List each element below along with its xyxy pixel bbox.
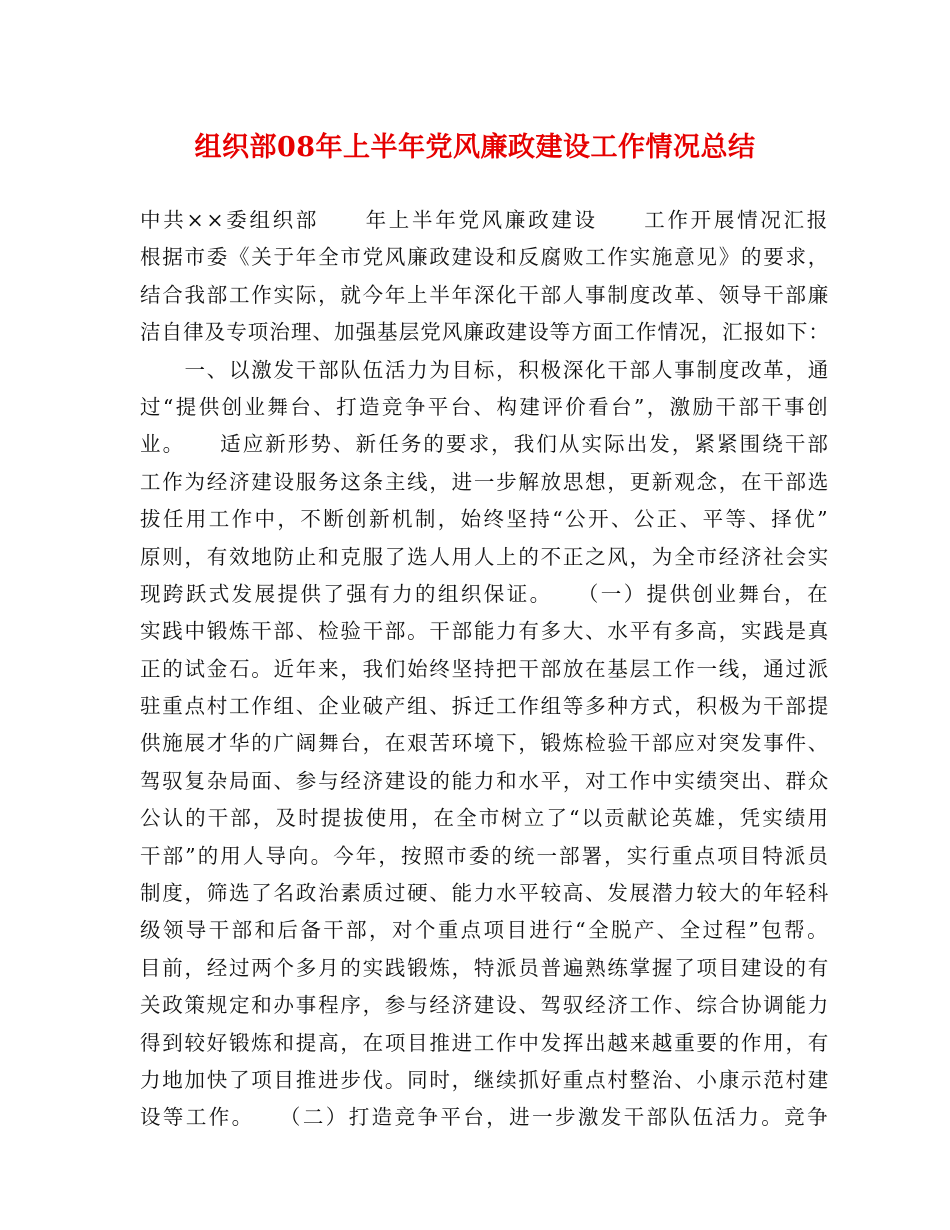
body-text-line: 原则，有效地防止和克服了选人用人上的不正之风，为全市经济社会实 [140, 544, 830, 569]
body-text-line: 驻重点村工作组、企业破产组、拆迁工作组等多种方式，积极为干部提 [140, 694, 830, 719]
body-text-line: 驾驭复杂局面、参与经济建设的能力和水平，对工作中实绩突出、群众 [140, 768, 830, 793]
body-text-line: 拔任用工作中，不断创新机制，始终坚持“公开、公正、平等、择优” [140, 507, 830, 532]
body-text-line: 设等工作。 （二）打造竞争平台，进一步激发干部队伍活力。竞争 [140, 1105, 830, 1130]
body-text-line: 力地加快了项目推进步伐。同时，继续抓好重点村整治、小康示范村建 [140, 1067, 830, 1092]
document-body [140, 202, 830, 1137]
body-text-line: 级领导干部和后备干部，对个重点项目进行“全脱产、全过程”包帮。 [140, 918, 830, 943]
body-text-line: 供施展才华的广阔舞台，在艰苦环境下，锻炼检验干部应对突发事件、 [140, 731, 830, 756]
body-text-line: 得到较好锻炼和提高，在项目推进工作中发挥出越来越重要的作用，有 [140, 1030, 830, 1055]
body-text-line: 正的试金石。近年来，我们始终坚持把干部放在基层工作一线，通过派 [140, 656, 830, 681]
body-text-line: 结合我部工作实际，就今年上半年深化干部人事制度改革、领导干部廉 [140, 282, 830, 307]
body-text-line: 根据市委《关于年全市党风廉政建设和反腐败工作实施意见》的要求， [140, 245, 830, 270]
document-title: 组织部08年上半年党风廉政建设工作情况总结 [194, 132, 756, 163]
body-text-line: 一、以激发干部队伍活力为目标，积极深化干部人事制度改革，通 [140, 357, 830, 382]
body-text-line: 中共××委组织部 年上半年党风廉政建设 工作开展情况汇报 [140, 208, 830, 232]
body-text-line: 业。 适应新形势、新任务的要求，我们从实际出发，紧紧围绕干部 [140, 432, 830, 457]
body-text-line: 过“提供创业舞台、打造竞争平台、构建评价看台”，激励干部干事创 [140, 394, 830, 419]
body-text-line: 制度，筛选了名政治素质过硬、能力水平较高、发展潜力较大的年轻科 [140, 881, 830, 906]
body-text-line: 目前，经过两个多月的实践锻炼，特派员普遍熟练掌握了项目建设的有 [140, 955, 830, 980]
body-text-line: 干部”的用人导向。今年，按照市委的统一部署，实行重点项目特派员 [140, 843, 830, 868]
body-text-line: 公认的干部，及时提拔使用，在全市树立了“以贡献论英雄，凭实绩用 [140, 806, 830, 831]
body-text-line: 洁自律及专项治理、加强基层党风廉政建设等方面工作情况，汇报如下： [140, 320, 830, 345]
body-text-line: 现跨跃式发展提供了强有力的组织保证。 （一）提供创业舞台，在 [140, 581, 830, 606]
body-text-line: 实践中锻炼干部、检验干部。干部能力有多大、水平有多高，实践是真 [140, 619, 830, 644]
body-text-line: 工作为经济建设服务这条主线，进一步解放思想，更新观念，在干部选 [140, 469, 830, 494]
body-text-line: 关政策规定和办事程序，参与经济建设、驾驭经济工作、综合协调能力 [140, 993, 830, 1018]
